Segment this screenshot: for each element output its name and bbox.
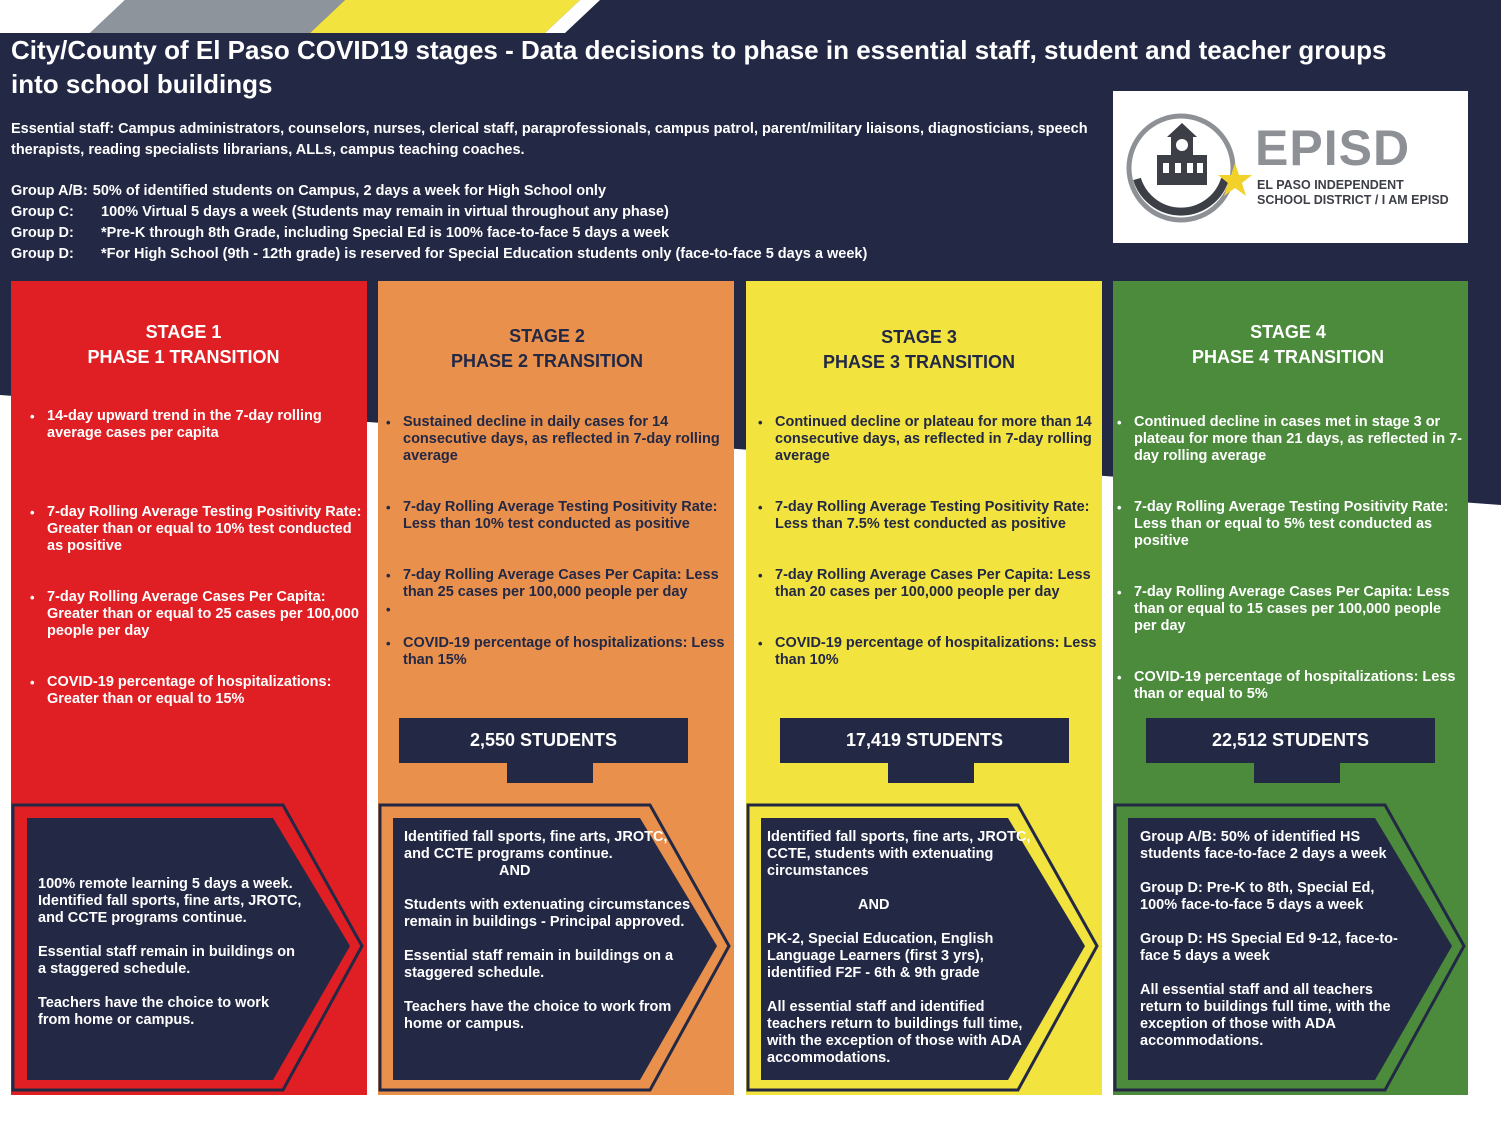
stage-2-heading	[378, 324, 716, 374]
stage-1-heading	[11, 320, 356, 370]
details-paragraph: Group A/B: 50% of identified HS students face-to-face 2 days a week	[1140, 829, 1387, 862]
criteria-item: • 14-day upward trend in the 7-day rolling average cases per capita	[30, 408, 364, 442]
group-text: *For High School (9th - 12th grade) is reserved for Special Education students only (face-to-face 5 days a week)	[101, 246, 868, 262]
group-definitions	[11, 181, 1101, 265]
details-paragraph: Essential staff remain in buildings on a staggered schedule.	[404, 948, 674, 981]
logo-subtitle	[1257, 178, 1467, 208]
group-label: Group D:	[11, 225, 74, 241]
details-paragraph: 100% remote learning 5 days a week. Identified fall sports, fine arts, JROTC, and CCTE programs continue.	[38, 876, 302, 926]
stage-2-criteria	[386, 414, 726, 669]
group-label: Group C:	[11, 204, 74, 220]
stage-label: STAGE 1	[145, 322, 222, 342]
stage-label: STAGE 2	[509, 326, 585, 346]
criteria-item: • 7-day Rolling Average Testing Positivity Rate: Greater than or equal to 10% test conducted as positive	[30, 504, 364, 555]
details-paragraph: Identified fall sports, fine arts, JROTC, and CCTE programs continue.	[404, 829, 668, 862]
stage-3-criteria	[758, 414, 1098, 669]
details-paragraph: Group D: Pre-K to 8th, Special Ed, 100% face-to-face 5 days a week	[1140, 880, 1375, 913]
details-paragraph: Group D: HS Special Ed 9-12, face-to-face 5 days a week	[1140, 931, 1398, 964]
phase-label: PHASE 2 TRANSITION	[450, 351, 644, 371]
stage-label: STAGE 4	[1250, 322, 1326, 342]
phase-label: PHASE 3 TRANSITION	[822, 352, 1016, 372]
criteria-item	[386, 601, 726, 618]
group-text: 50% of identified students on Campus, 2 days a week for High School only	[92, 183, 607, 199]
criteria-item: • COVID-19 percentage of hospitalizations: Less than 10%	[758, 635, 1098, 669]
criteria-item: • COVID-19 percentage of hospitalizations: Less than 15%	[386, 635, 726, 669]
logo-subtitle-line: EL PASO INDEPENDENT	[1257, 178, 1404, 192]
details-paragraph: Identified fall sports, fine arts, JROTC, CCTE, students with extenuating circumstances	[767, 829, 1031, 879]
stage-3-student-count: 17,419 STUDENTS	[780, 718, 1069, 763]
group-label: Group A/B:	[11, 183, 88, 199]
group-row	[11, 202, 1101, 223]
stage-1-details	[38, 876, 303, 1029]
and-connector: AND	[499, 863, 531, 879]
criteria-item: • 7-day Rolling Average Cases Per Capita: Greater than or equal to 25 cases per 100,000 people per day	[30, 589, 364, 640]
essential-staff-note: Essential staff: Campus administrators, counselors, nurses, clerical staff, paraprofessionals, campus patrol, parent/military liaisons, diagnosticians, speech therapists, reading specialists librarians, ALLs, campus teaching coaches.	[11, 121, 1088, 158]
criteria-item: • 7-day Rolling Average Cases Per Capita: Less than or equal to 15 cases per 100,000 people per day	[1117, 584, 1467, 635]
details-paragraph: Teachers have the choice to work from home or campus.	[38, 995, 270, 1028]
details-paragraph: All essential staff and all teachers return to buildings full time, with the exception of those with ADA accommodations.	[1140, 982, 1391, 1049]
group-row	[11, 244, 1101, 265]
criteria-item: • 7-day Rolling Average Testing Positivity Rate: Less than 10% test conducted as positive	[386, 499, 726, 533]
phase-label: PHASE 1 TRANSITION	[87, 347, 280, 367]
criteria-item: • COVID-19 percentage of hospitalizations: Less than or equal to 5%	[1117, 669, 1467, 703]
criteria-item: • 7-day Rolling Average Testing Positivity Rate: Less than or equal to 5% test conducted as positive	[1117, 499, 1467, 550]
criteria-item: • Continued decline in cases met in stage 3 or plateau for more than 21 days, as reflected in 7-day rolling average	[1117, 414, 1467, 465]
details-paragraph: Essential staff remain in buildings on a staggered schedule.	[38, 944, 296, 977]
stage-2-student-count: 2,550 STUDENTS	[399, 718, 688, 763]
episd-logo	[1113, 91, 1468, 243]
criteria-item: • 7-day Rolling Average Cases Per Capita: Less than 20 cases per 100,000 people per day	[758, 567, 1098, 601]
phase-label: PHASE 4 TRANSITION	[1191, 347, 1385, 367]
details-paragraph: PK-2, Special Education, English Language Learners (first 3 yrs), identified F2F - 6th & 9th grade	[767, 931, 994, 981]
details-paragraph: All essential staff and identified teachers return to buildings full time, with the exception of those with ADA accommodations.	[767, 999, 1023, 1066]
stage-3-heading	[746, 325, 1092, 375]
criteria-item: • Continued decline or plateau for more than 14 consecutive days, as reflected in 7-day rolling average	[758, 414, 1098, 465]
group-label: Group D:	[11, 246, 74, 262]
group-text: 100% Virtual 5 days a week (Students may remain in virtual throughout any phase)	[101, 204, 669, 220]
logo-subtitle-line: SCHOOL DISTRICT / I AM EPISD	[1257, 193, 1449, 207]
logo-wordmark: EPISD	[1255, 120, 1411, 176]
stage-4-details	[1140, 829, 1410, 1050]
criteria-item: • 7-day Rolling Average Testing Positivity Rate: Less than 7.5% test conducted as positive	[758, 499, 1098, 533]
criteria-item: • COVID-19 percentage of hospitalizations: Greater than or equal to 15%	[30, 674, 364, 708]
stage-4-heading	[1113, 320, 1463, 370]
stage-1-criteria	[30, 408, 364, 708]
group-row	[11, 181, 1101, 202]
details-paragraph: Teachers have the choice to work from home or campus.	[404, 999, 672, 1032]
details-paragraph: Students with extenuating circumstances remain in buildings - Principal approved.	[404, 897, 691, 930]
stage-4-criteria	[1117, 414, 1467, 703]
stage-4-student-count: 22,512 STUDENTS	[1146, 718, 1435, 763]
group-text: *Pre-K through 8th Grade, including Special Ed is 100% face-to-face 5 days a week	[101, 225, 670, 241]
criteria-item: • 7-day Rolling Average Cases Per Capita: Less than 25 cases per 100,000 people per day	[386, 567, 726, 601]
page-title: City/County of El Paso COVID19 stages - Data decisions to phase in essential staff, student and teacher groups into school buildings	[11, 35, 1387, 99]
stage-label: STAGE 3	[881, 327, 957, 347]
and-connector: AND	[858, 897, 890, 913]
stage-3-details	[767, 829, 1032, 1067]
criteria-item: • Sustained decline in daily cases for 14 consecutive days, as reflected in 7-day rolling average	[386, 414, 726, 465]
school-emblem-icon	[1123, 109, 1255, 227]
group-row	[11, 223, 1101, 244]
stage-2-details	[404, 829, 694, 1033]
